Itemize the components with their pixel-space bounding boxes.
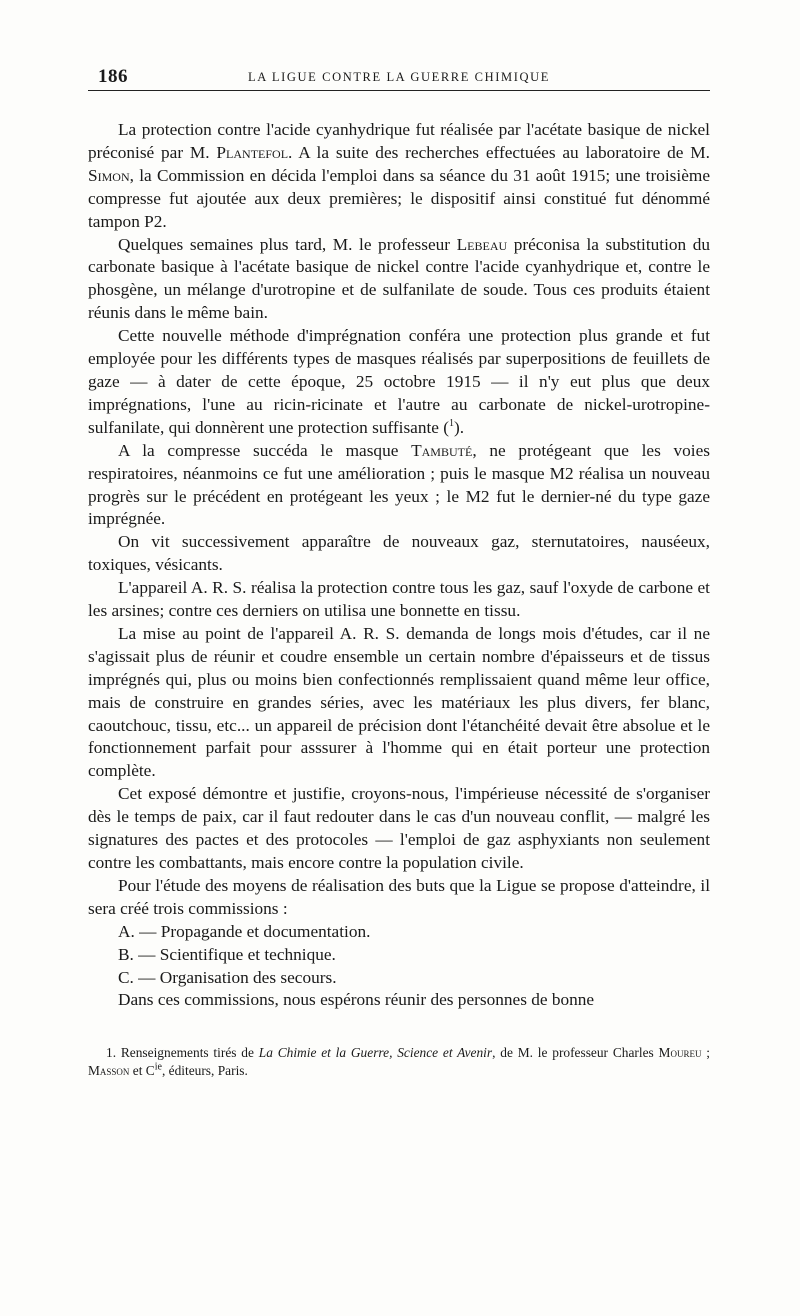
footnote-reference: 1 <box>449 418 455 430</box>
commission-item: A. — Propagande et documentation. <box>118 921 371 941</box>
paragraph-6: L'appareil A. R. S. réalisa la protection contre tous les gaz, sauf l'oxyde de carbone et les arsines; contre ces derniers on utilisa une bonnette en tissu. <box>88 578 710 621</box>
running-title: LA LIGUE CONTRE LA GUERRE CHIMIQUE <box>248 70 550 84</box>
commission-item: B. — Scientifique et technique. <box>118 944 336 964</box>
paragraph-7: La mise au point de l'appareil A. R. S. demanda de longs mois d'études, car il ne s'agissait plus de réunir et coudre ensemble un certain nombre d'épaisseurs et de tissus imprégnés qui, plus ou moins bien confectionnés remplissaient quand même leur office, mais de construire en grandes séries, avec les matériaux les plus divers, fer blanc, caoutchouc, tissu, etc... un appareil de précision dont l'étanchéité devait être absolue et le fonctionnement parfait pour asssurer à l'homme qui en était porteur une protection complète. <box>88 623 710 781</box>
paragraph-5: On vit successivement apparaître de nouveaux gaz, sternutatoires, nauséeux, toxiques, vésicants. <box>88 532 710 575</box>
page-header <box>88 60 710 91</box>
paragraph-8: Cet exposé démontre et justifie, croyons-nous, l'impérieuse nécessité de s'organiser dès le temps de paix, car il faut redouter dans le cas d'un nouveau conflit, — malgré les signatures des pactes et des protocoles — l'emploi de gaz asphyxiants non seulement contre les combattants, mais encore contre la population civile. <box>88 784 710 872</box>
author-name: Simon <box>88 165 130 185</box>
commission-item: C. — Organisation des secours. <box>118 967 337 987</box>
author-name: Plantefol <box>216 142 289 162</box>
author-name: Lebeau <box>456 234 508 254</box>
body-text <box>88 119 710 1012</box>
page-number: 186 <box>98 66 128 87</box>
book-page <box>88 60 710 1080</box>
paragraph-10: Dans ces commissions, nous espérons réunir des personnes de bonne <box>118 990 595 1010</box>
author-name: Tambuté <box>411 440 473 460</box>
publisher-name: Masson <box>88 1063 130 1079</box>
cited-title: La Chimie et la Guerre, Science et Avenir <box>258 1045 493 1061</box>
footnote: 1. Renseignements tirés de La Chimie et la Guerre, Science et Avenir, de M. le professeur Charles Moureu ; Masson et $C^{ie}$, éditeurs, Paris. <box>88 1045 710 1079</box>
paragraph-4: A la compresse succéda le masque Tambuté, ne protégeant que les voies respiratoires, néanmoins ce fut une amélioration ; puis le masque M2 réalisa un nouveau progrès sur le précédent en protégeant les yeux ; le M2 fut le dernier-né du type gaze imprégnée. <box>88 440 710 529</box>
paragraph-2: Quelques semaines plus tard, M. le professeur Lebeau préconisa la substitution du carbonate basique à l'acétate basique de nickel contre l'acide cyanhydrique et, contre le phosgène, un mélange d'urotropine et de sulfanilate de soude. Tous ces produits étaient réunis dans le même bain. <box>88 234 710 323</box>
paragraph-3: Cette nouvelle méthode d'imprégnation conféra une protection plus grande et fut employée pour les différents types de masques réalisés par superpositions de feuillets de gaze — à dater de cette époque, 25 octobre 1915 — il n'y eut plus que deux imprégnations, l'une au ricin-ricinate et l'autre au carbonate de nickel-urotropine-sulfanilate, qui donnèrent une protection suffisante ($^1$). <box>88 326 710 437</box>
paragraph-1: La protection contre l'acide cyanhydrique fut réalisée par l'acétate basique de nickel préconisé par M. Plantefol. A la suite des recherches effectuées au laboratoire de M. Simon, la Commission en décida l'emploi dans sa séance du 31 août 1915; une troisième compresse fut ajoutée aux deux premières; le dispositif ainsi constitué fut dénommé tampon P2. <box>88 120 710 231</box>
author-name: Moureu <box>658 1045 702 1061</box>
paragraph-9: Pour l'étude des moyens de réalisation des buts que la Ligue se propose d'atteindre, il sera créé trois commissions : <box>88 875 710 918</box>
